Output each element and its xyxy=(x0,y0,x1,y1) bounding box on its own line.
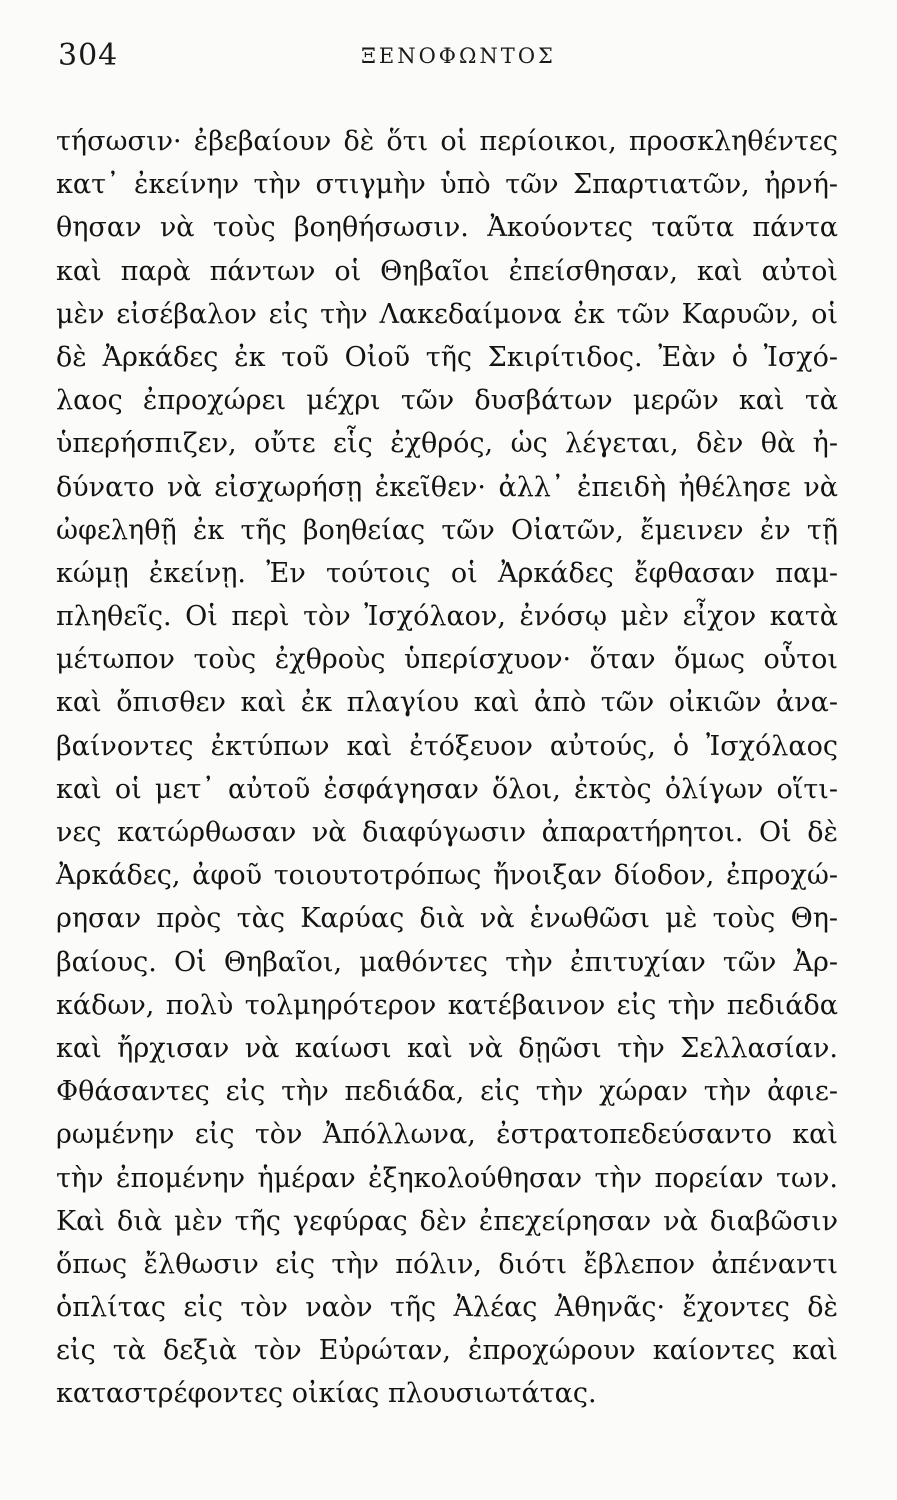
text-line: τὴν ἐπομένην ἡμέραν ἐξηκολούθησαν τὴν πορείαν των. xyxy=(56,1162,838,1194)
text-line: τήσωσιν· ἐβεβαίουν δὲ ὅτι οἱ περίοικοι, προσκληθέντες xyxy=(56,126,838,157)
text-line: μέτωπον τοὺς ἐχθροὺς ὑπερίσχυον· ὅταν ὅμως οὗτοι xyxy=(56,644,838,676)
text-line: καὶ παρὰ πάντων οἱ Θηβαῖοι ἐπείσθησαν, καὶ αὐτοὶ xyxy=(56,255,838,287)
text-line: βαίους. Οἱ Θηβαῖοι, μαθόντες τὴν ἐπιτυχίαν τῶν Ἀρ- xyxy=(56,946,838,978)
text-line: νες κατώρθωσαν νὰ διαφύγωσιν ἀπαρατήρητοι. Οἱ δὲ xyxy=(56,817,838,848)
text-line: ρωμένην εἰς τὸν Ἀπόλλωνα, ἐστρατοπεδεύσαντο καὶ xyxy=(56,1119,838,1151)
text-line: κώμῃ ἐκείνῃ. Ἐν τούτοις οἱ Ἀρκάδες ἔφθασαν παμ- xyxy=(56,557,838,589)
text-line: βαίνοντες ἐκτύπων καὶ ἐτόξευον αὐτούς, ὁ Ἰσχόλαος xyxy=(56,730,838,762)
text-line: καὶ οἱ μετ᾽ αὐτοῦ ἐσφάγησαν ὅλοι, ἐκτὸς ὀλίγων οἵτι- xyxy=(56,773,838,805)
text-line: ρησαν πρὸς τὰς Καρύας διὰ νὰ ἑνωθῶσι μὲ τοὺς Θη- xyxy=(56,903,838,935)
text-line: κατ᾽ ἐκείνην τὴν στιγμὴν ὑπὸ τῶν Σπαρτιατῶν, ἠρνή- xyxy=(56,169,838,201)
text-line: καὶ ὄπισθεν καὶ ἐκ πλαγίου καὶ ἀπὸ τῶν οἰκιῶν ἀνα- xyxy=(56,687,838,719)
text-line: κάδων, πολὺ τολμηρότερον κατέβαινον εἰς τὴν πεδιάδα xyxy=(56,989,838,1021)
text-line: δύνατο νὰ εἰσχωρήσῃ ἐκεῖθεν· ἀλλ᾽ ἐπειδὴ ἠθέλησε νὰ xyxy=(56,471,838,503)
text-line: ὑπερήσπιζεν, οὔτε εἷς ἐχθρός, ὡς λέγεται, δὲν θὰ ἠ- xyxy=(56,428,838,460)
text-line: εἰς τὰ δεξιὰ τὸν Εὐρώταν, ἐπροχώρουν καίοντες καὶ xyxy=(56,1335,838,1367)
text-line: θησαν νὰ τοὺς βοηθήσωσιν. Ἀκούοντες ταῦτα πάντα xyxy=(56,212,838,244)
text-line: καὶ ἤρχισαν νὰ καίωσι καὶ νὰ δῃῶσι τὴν Σελλασίαν. xyxy=(56,1032,838,1064)
text-line: Φθάσαντες εἰς τὴν πεδιάδα, εἰς τὴν χώραν τὴν ἀφιε- xyxy=(56,1076,838,1108)
text-line: ὠφεληθῇ ἐκ τῆς βοηθείας τῶν Οἰατῶν, ἔμεινεν ἐν τῇ xyxy=(56,514,838,546)
text-line: μὲν εἰσέβαλον εἰς τὴν Λακεδαίμονα ἐκ τῶν Καρυῶν, οἱ xyxy=(56,298,838,330)
text-line: Ἀρκάδες, ἀφοῦ τοιουτοτρόπως ἤνοιξαν δίοδον, ἐπροχώ- xyxy=(56,860,838,892)
text-line: λαος ἐπροχώρει μέχρι τῶν δυσβάτων μερῶν καὶ τὰ xyxy=(56,385,838,417)
text-line: καταστρέφοντες οἰκίας πλουσιωτάτας. xyxy=(56,1378,597,1410)
text-line: Καὶ διὰ μὲν τῆς γεφύρας δὲν ἐπεχείρησαν νὰ διαβῶσιν xyxy=(56,1205,838,1237)
body-text xyxy=(56,120,838,1416)
text-line: ὁπλίτας εἰς τὸν ναὸν τῆς Ἀλέας Ἀθηνᾶς· ἔχοντες δὲ xyxy=(56,1292,838,1324)
text-line: πληθεῖς. Οἱ περὶ τὸν Ἰσχόλαον, ἐνόσῳ μὲν εἶχον κατὰ xyxy=(56,601,838,633)
running-title: ΞΕΝΟΦΩΝΤΟΣ xyxy=(361,44,556,68)
text-line: ὅπως ἔλθωσιν εἰς τὴν πόλιν, διότι ἔβλεπον ἀπέναντι xyxy=(56,1248,838,1280)
page-number: 304 xyxy=(58,38,119,73)
text-line: δὲ Ἀρκάδες ἐκ τοῦ Οἰοῦ τῆς Σκιρίτιδος. Ἐὰν ὁ Ἰσχό- xyxy=(56,341,838,373)
